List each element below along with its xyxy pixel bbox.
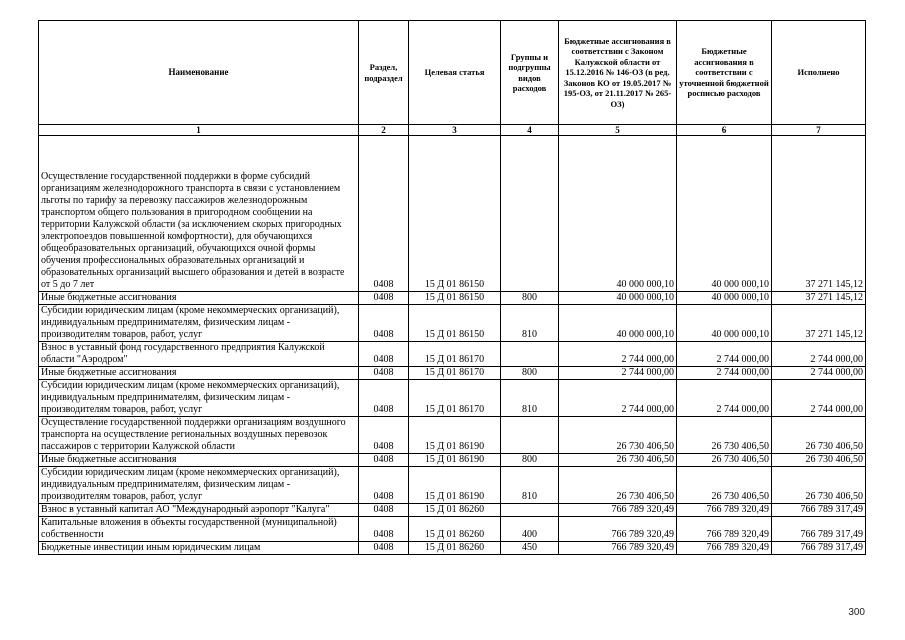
col-number: 5 — [559, 125, 677, 136]
row-section: 0408 — [359, 454, 409, 467]
row-target: 15 Д 01 86190 — [409, 454, 501, 467]
row-section: 0408 — [359, 467, 409, 504]
row-target: 15 Д 01 86260 — [409, 542, 501, 555]
col-number: 3 — [409, 125, 501, 136]
row-law-allocation: 26 730 406,50 — [559, 454, 677, 467]
col-number: 2 — [359, 125, 409, 136]
row-section: 0408 — [359, 542, 409, 555]
row-name: Осуществление государственной поддержки в форме субсидий организациям железнодорожного транспорта в связи с установлением льготы по тарифу за перевозку пассажиров железнодорожным транспортом общего пользования в пригородном сообщении на территории Калужской области (за исключением скорых пригородных электропоездов повышенной комфортности), для обучающихся общеобразовательных организаций, обучающихся очной формы обучения профессиональных образовательных организаций и образовательных организаций высшего образования и детей в возрасте от 5 до 7 лет — [39, 136, 359, 292]
row-group: 450 — [501, 542, 559, 555]
header-target: Целевая статья — [409, 21, 501, 125]
row-law-allocation: 766 789 320,49 — [559, 542, 677, 555]
table-row — [39, 342, 866, 367]
row-target: 15 Д 01 86170 — [409, 367, 501, 380]
row-executed: 766 789 317,49 — [772, 504, 866, 517]
row-group: 800 — [501, 367, 559, 380]
row-revised-allocation: 2 744 000,00 — [677, 342, 772, 367]
row-group: 810 — [501, 305, 559, 342]
col-number: 6 — [677, 125, 772, 136]
row-section: 0408 — [359, 342, 409, 367]
row-name: Взнос в уставный капитал АО "Международный аэропорт "Калуга" — [39, 504, 359, 517]
row-target: 15 Д 01 86260 — [409, 504, 501, 517]
row-name: Взнос в уставный фонд государственного предприятия Калужской области "Аэродром" — [39, 342, 359, 367]
row-law-allocation: 2 744 000,00 — [559, 342, 677, 367]
row-target: 15 Д 01 86170 — [409, 342, 501, 367]
row-group — [501, 417, 559, 454]
row-revised-allocation: 2 744 000,00 — [677, 367, 772, 380]
budget-execution-table — [38, 20, 866, 555]
row-section: 0408 — [359, 136, 409, 292]
page-number: 300 — [848, 607, 865, 618]
row-section: 0408 — [359, 305, 409, 342]
row-name: Осуществление государственной поддержки организациям воздушного транспорта на осуществление региональных воздушных перевозок пассажиров с территории Калужской области — [39, 417, 359, 454]
row-group: 800 — [501, 454, 559, 467]
row-executed: 2 744 000,00 — [772, 380, 866, 417]
row-executed: 766 789 317,49 — [772, 517, 866, 542]
header-group: Группы и подгруппы видов расходов — [501, 21, 559, 125]
table-row — [39, 305, 866, 342]
row-law-allocation: 766 789 320,49 — [559, 504, 677, 517]
row-law-allocation: 40 000 000,10 — [559, 305, 677, 342]
row-name: Иные бюджетные ассигнования — [39, 292, 359, 305]
row-name: Бюджетные инвестиции иным юридическим лицам — [39, 542, 359, 555]
table-row — [39, 542, 866, 555]
table-row — [39, 517, 866, 542]
row-group: 800 — [501, 292, 559, 305]
row-section: 0408 — [359, 504, 409, 517]
column-numbers-row — [39, 125, 866, 136]
row-group: 400 — [501, 517, 559, 542]
row-executed: 766 789 317,49 — [772, 542, 866, 555]
row-revised-allocation: 26 730 406,50 — [677, 417, 772, 454]
table-row — [39, 292, 866, 305]
row-law-allocation: 2 744 000,00 — [559, 367, 677, 380]
row-revised-allocation: 26 730 406,50 — [677, 454, 772, 467]
row-revised-allocation: 40 000 000,10 — [677, 136, 772, 292]
row-target: 15 Д 01 86190 — [409, 467, 501, 504]
budget-table-sheet — [38, 20, 865, 555]
row-group — [501, 342, 559, 367]
row-name: Субсидии юридическим лицам (кроме некоммерческих организаций), индивидуальным предпринимателям, физическим лицам - производителям товаров, работ, услуг — [39, 380, 359, 417]
table-row — [39, 380, 866, 417]
col-number: 7 — [772, 125, 866, 136]
row-target: 15 Д 01 86150 — [409, 292, 501, 305]
row-target: 15 Д 01 86260 — [409, 517, 501, 542]
table-row — [39, 454, 866, 467]
row-name: Субсидии юридическим лицам (кроме некоммерческих организаций), индивидуальным предпринимателям, физическим лицам - производителям товаров, работ, услуг — [39, 467, 359, 504]
row-revised-allocation: 766 789 320,49 — [677, 504, 772, 517]
row-executed: 2 744 000,00 — [772, 367, 866, 380]
col-number: 1 — [39, 125, 359, 136]
row-target: 15 Д 01 86170 — [409, 380, 501, 417]
row-law-allocation: 40 000 000,10 — [559, 136, 677, 292]
row-name: Иные бюджетные ассигнования — [39, 454, 359, 467]
row-name: Капитальные вложения в объекты государственной (муниципальной) собственности — [39, 517, 359, 542]
row-law-allocation: 766 789 320,49 — [559, 517, 677, 542]
header-law-allocation: Бюджетные ассигнования в соответствии с Законом Калужской области от 15.12.2016 № 146-ОЗ (в ред. Законов КО от 19.05.2017 № 195-ОЗ, от 21.11.2017 № 265-ОЗ) — [559, 21, 677, 125]
row-revised-allocation: 766 789 320,49 — [677, 517, 772, 542]
header-name: Наименование — [39, 21, 359, 125]
row-section: 0408 — [359, 380, 409, 417]
row-executed: 37 271 145,12 — [772, 305, 866, 342]
row-revised-allocation: 26 730 406,50 — [677, 467, 772, 504]
table-row — [39, 417, 866, 454]
row-target: 15 Д 01 86150 — [409, 136, 501, 292]
row-executed: 26 730 406,50 — [772, 467, 866, 504]
row-executed: 2 744 000,00 — [772, 342, 866, 367]
row-group — [501, 504, 559, 517]
header-revised-allocation: Бюджетные ассигнования в соответствии с уточненной бюджетной росписью расходов — [677, 21, 772, 125]
header-section: Раздел, подраздел — [359, 21, 409, 125]
table-row — [39, 136, 866, 292]
table-row — [39, 467, 866, 504]
table-row — [39, 504, 866, 517]
row-section: 0408 — [359, 417, 409, 454]
row-revised-allocation: 40 000 000,10 — [677, 292, 772, 305]
row-target: 15 Д 01 86190 — [409, 417, 501, 454]
row-revised-allocation: 766 789 320,49 — [677, 542, 772, 555]
row-target: 15 Д 01 86150 — [409, 305, 501, 342]
row-name: Иные бюджетные ассигнования — [39, 367, 359, 380]
row-revised-allocation: 2 744 000,00 — [677, 380, 772, 417]
col-number: 4 — [501, 125, 559, 136]
row-executed: 26 730 406,50 — [772, 454, 866, 467]
row-executed: 37 271 145,12 — [772, 136, 866, 292]
row-group: 810 — [501, 467, 559, 504]
header-executed: Исполнено — [772, 21, 866, 125]
row-executed: 37 271 145,12 — [772, 292, 866, 305]
row-executed: 26 730 406,50 — [772, 417, 866, 454]
header-row — [39, 21, 866, 125]
row-law-allocation: 40 000 000,10 — [559, 292, 677, 305]
row-name: Субсидии юридическим лицам (кроме некоммерческих организаций), индивидуальным предпринимателям, физическим лицам - производителям товаров, работ, услуг — [39, 305, 359, 342]
row-law-allocation: 2 744 000,00 — [559, 380, 677, 417]
row-section: 0408 — [359, 292, 409, 305]
row-revised-allocation: 40 000 000,10 — [677, 305, 772, 342]
row-group: 810 — [501, 380, 559, 417]
row-section: 0408 — [359, 517, 409, 542]
row-group — [501, 136, 559, 292]
table-row — [39, 367, 866, 380]
row-section: 0408 — [359, 367, 409, 380]
row-law-allocation: 26 730 406,50 — [559, 417, 677, 454]
row-law-allocation: 26 730 406,50 — [559, 467, 677, 504]
